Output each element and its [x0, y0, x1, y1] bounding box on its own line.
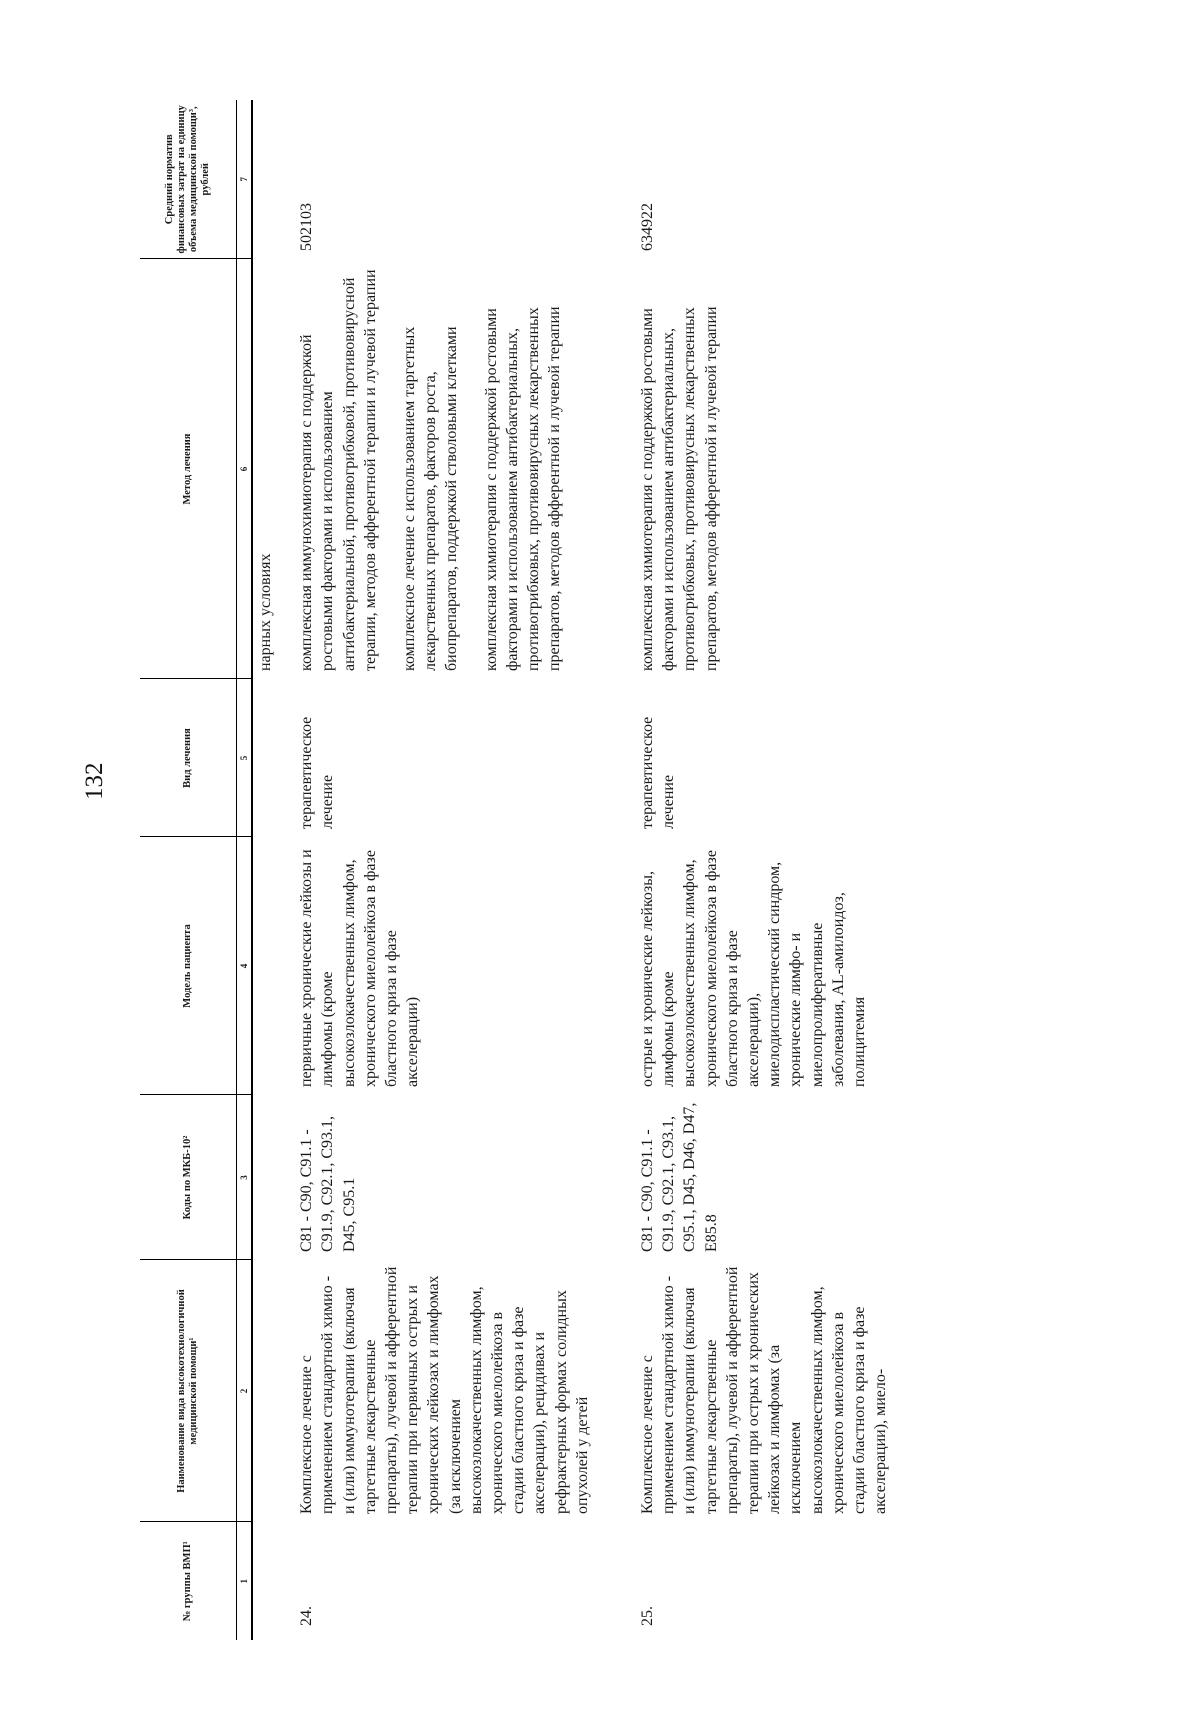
header-patient-model: Модель пациента	[140, 837, 237, 1095]
header-group-number: № группы ВМП¹	[140, 1522, 237, 1640]
header-treatment-type: Вид лечения	[140, 679, 237, 837]
header-cost-standard: Средний норматив финансовых затрат на единицу объема медицинской помощи³, рублей	[140, 100, 237, 259]
treatment-method: комплексное лечение с использованием таргетных лекарственных препаратов, факторов роста, биопрепаратов, поддержкой стволовыми клетками	[401, 326, 461, 671]
patient-model: острые и хронические лейкозы, лимфомы (кроме высокозлокачественных лимфом, хронического миелолейкоза в фазе бластного криза и фазе акселерации), миелодиспластический синдром, хронические лимфо- и миелопролиферативные заболевания, AL-амилоидоз, полицитемия	[639, 850, 869, 1087]
icd-codes: C81 - C90, C91.1 - C91.9, C92.1, C93.1, C95.1, D45, D46, D47, E85.8	[639, 1102, 720, 1252]
column-number: 1	[237, 1522, 253, 1640]
column-number-row	[237, 100, 253, 1640]
treatment-type: терапевтическое лечение	[298, 716, 337, 829]
group-number: 25.	[639, 1606, 657, 1626]
table-row	[288, 100, 629, 1640]
treatment-type: терапевтическое лечение	[639, 716, 678, 829]
table-row	[629, 100, 899, 1640]
column-number: 2	[237, 1260, 253, 1522]
treatment-method: комплексная иммунохимиотерапия с поддержкой ростовыми факторами и использованием антибактериальной, противогрибковой, противовирусной терапии, методов афферентной терапии и лучевой терапии	[298, 269, 379, 671]
continuation-text: нарных условиях	[257, 553, 274, 671]
cost-standard: 634922	[639, 203, 657, 251]
care-type-name: Комплексное лечение с применением стандартной химио - и (или) иммунотерапии (включая таргетные лекарственные препараты), лучевой и афферентной терапии при первичных острых и хронических лейкозах и лимфомах (за исключением высокозлокачественных лимфом, хронического миелолейкоза в стадии бластного криза и фазе акселерации), рецидивах и рефрактерных формах солидных опухолей у детей	[298, 1266, 591, 1514]
header-icd-codes: Коды по МКБ-10²	[140, 1095, 237, 1260]
treatment-table-frame	[140, 100, 1200, 1640]
column-number: 5	[237, 679, 253, 837]
treatment-method: комплексная химиотерапия с поддержкой ростовыми факторами и использованием антибактериальных, противогрибковых, противовирусных лекарственных препаратов, методов афферентной и лучевой терапии	[482, 306, 564, 671]
treatment-table	[140, 100, 899, 1640]
continuation-row	[252, 100, 288, 1640]
group-number: 24.	[298, 1606, 316, 1626]
care-type-name: Комплексное лечение с применением стандартной химио - и (или) иммунотерапии (включая таргетные лекарственные препараты), лучевой и афферентной терапии при острых и хронических лейкозах и лимфомах (за исключением высокозлокачественных лимфом, хронического миелолейкоза в стадии бластного криза и фазе акселерации), миело-	[639, 1266, 890, 1514]
treatment-methods	[288, 259, 629, 679]
cost-standard: 502103	[298, 203, 316, 251]
header-row	[140, 100, 237, 1640]
column-number: 4	[237, 837, 253, 1095]
column-number: 7	[237, 100, 253, 259]
patient-model: первичные хронические лейкозы и лимфомы (кроме высокозлокачественных лимфом, хронического миелолейкоза в фазе бластного криза и фазе акселерации)	[298, 849, 422, 1087]
header-care-type-name: Наименование вида высокотехнологичной медицинской помощи¹	[140, 1260, 237, 1522]
column-number: 6	[237, 259, 253, 679]
treatment-methods	[629, 259, 899, 679]
icd-codes: C81 - C90, C91.1 - C91.9, C92.1, C93.1, D45, C95.1	[298, 1115, 358, 1252]
page-number: 132	[81, 762, 108, 800]
header-treatment-method: Метод лечения	[140, 259, 237, 679]
treatment-method: комплексная химиотерапия с поддержкой ростовыми факторами и использованием антибактериальных, противогрибковых, противовирусных лекарственных препаратов, методов афферентной и лучевой терапии	[639, 306, 720, 671]
column-number: 3	[237, 1095, 253, 1260]
